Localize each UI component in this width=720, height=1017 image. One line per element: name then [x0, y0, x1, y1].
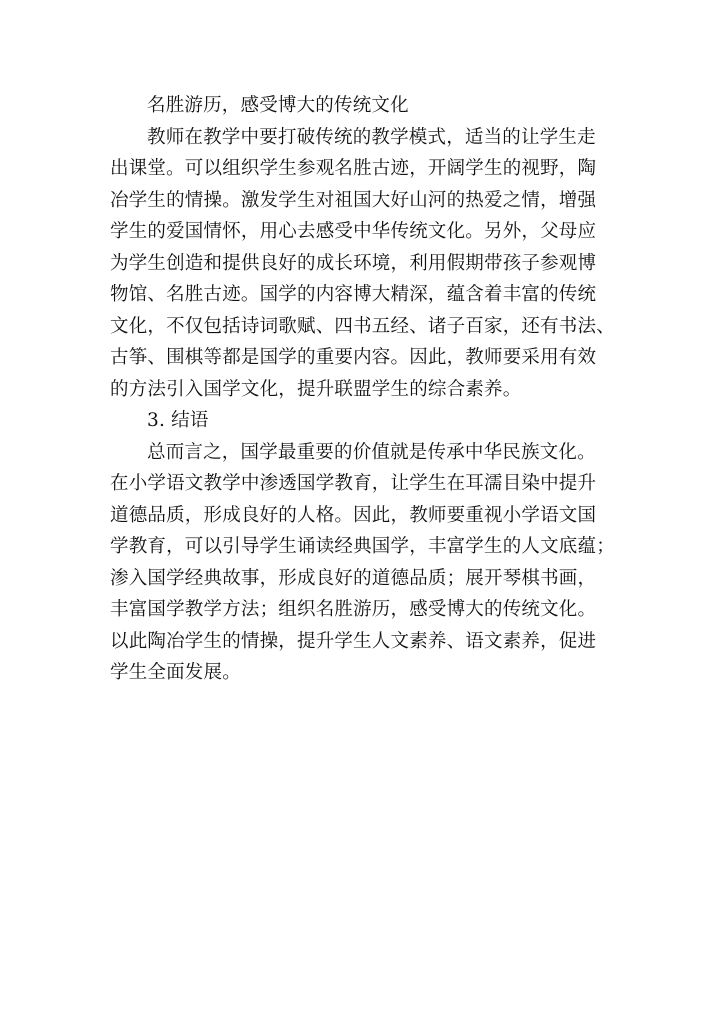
paragraph-line: 文化，不仅包括诗词歌赋、四书五经、诸子百家，还有书法、	[110, 315, 615, 337]
paragraph-line: 丰富国学教学方法；组织名胜游历，感受博大的传统文化。	[110, 599, 597, 620]
section-heading-conclusion: 3. 结语	[147, 410, 209, 431]
paragraph-line: 学生的爱国情怀，用心去感受中华传统文化。另外，父母应	[110, 221, 597, 242]
paragraph-line: 的方法引入国学文化，提升联盟学生的综合素养。	[110, 378, 522, 400]
paragraph-line: 道德品质，形成良好的人格。因此，教师要重视小学语文国	[110, 504, 597, 526]
paragraph-line: 古筝、围棋等都是国学的重要内容。因此，教师要采用有效	[110, 347, 597, 368]
paragraph-line: 为学生创造和提供良好的成长环境，利用假期带孩子参观博	[110, 252, 597, 274]
paragraph-line: 冶学生的情操。激发学生对祖国大好山河的热爱之情，增强	[110, 189, 597, 211]
paragraph-line: 总而言之，国学最重要的价值就是传承中华民族文化。	[147, 441, 596, 463]
paragraph-line: 学生全面发展。	[110, 662, 241, 683]
paragraph-line: 教师在教学中要打破传统的教学模式，适当的让学生走	[147, 126, 596, 148]
paragraph-line: 以此陶冶学生的情操，提升学生人文素养、语文素养，促进	[110, 630, 597, 652]
section-heading-sightseeing: 名胜游历，感受博大的传统文化	[147, 95, 409, 116]
paragraph-line: 学教育，可以引导学生诵读经典国学，丰富学生的人文底蕴；	[110, 536, 615, 557]
document-body	[110, 90, 615, 689]
paragraph-line: 出课堂。可以组织学生参观名胜古迹，开阔学生的视野，陶	[110, 158, 597, 179]
paragraph-line: 在小学语文教学中渗透国学教育，让学生在耳濡目染中提升	[110, 473, 597, 494]
paragraph-line: 物馆、名胜古迹。国学的内容博大精深，蕴含着丰富的传统	[110, 284, 597, 305]
paragraph-line: 渗入国学经典故事，形成良好的道德品质；展开琴棋书画，	[110, 567, 597, 589]
